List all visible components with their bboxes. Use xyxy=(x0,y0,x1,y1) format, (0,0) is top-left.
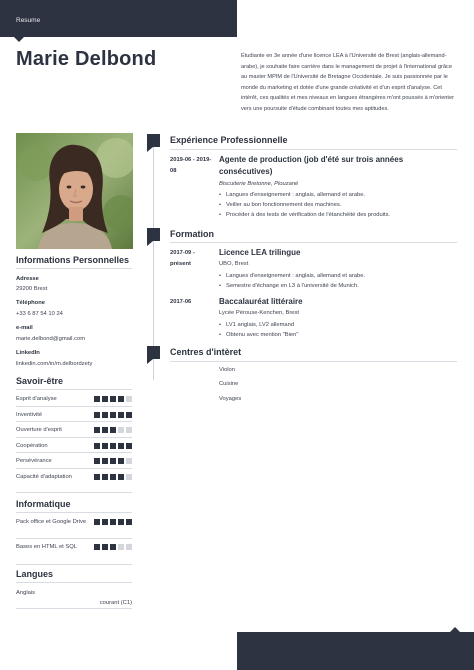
phone-label: Téléphone xyxy=(16,300,45,306)
soft-skill-name: Coopération xyxy=(16,442,48,449)
it-skill-level xyxy=(94,519,132,525)
experience-title: Agente de production (job d'été sur trois années consécutives) xyxy=(219,155,404,176)
interests-heading: Centres d'intèret xyxy=(170,347,242,357)
level-dot-filled xyxy=(94,443,100,449)
it-skill-divider xyxy=(16,538,132,539)
level-dot-filled xyxy=(118,412,124,418)
level-dot-filled xyxy=(102,544,108,550)
level-dot-filled xyxy=(110,412,116,418)
level-dot-empty xyxy=(126,427,132,433)
soft-skill-divider xyxy=(16,492,132,493)
soft-skill-name: Persévérance xyxy=(16,458,52,464)
level-dot-filled xyxy=(110,544,116,550)
level-dot-filled xyxy=(126,443,132,449)
it-skill-name: Bases en HTML et SQL xyxy=(16,544,78,550)
experience-date: 2019-06 - 2019-08 xyxy=(170,157,212,174)
personal-info-heading: Informations Personnelles xyxy=(16,255,130,265)
soft-skill-level xyxy=(94,474,132,480)
level-dot-empty xyxy=(118,427,124,433)
education-bullet: • Langues d'enseignement : anglais, allemand et arabe. xyxy=(219,271,365,281)
personal-info-divider xyxy=(16,268,132,269)
education-heading: Formation xyxy=(170,229,214,239)
experience-bullet: • Veiller au bon fonctionnement des machines. xyxy=(219,200,390,210)
level-dot-filled xyxy=(94,412,100,418)
level-dot-filled xyxy=(94,474,100,480)
level-dot-filled xyxy=(118,443,124,449)
level-dot-empty xyxy=(126,458,132,464)
education-bullets xyxy=(219,271,365,291)
level-dot-filled xyxy=(102,427,108,433)
address-label: Adresse xyxy=(16,276,39,282)
education-bullet: • Semestre d'échange en L3 à l'université de Munich. xyxy=(219,281,365,291)
level-dot-filled xyxy=(110,443,116,449)
level-dot-filled xyxy=(102,396,108,402)
level-dot-filled xyxy=(102,519,108,525)
soft-skill-level xyxy=(94,412,132,418)
interest-item: Voyages xyxy=(219,396,242,402)
footer-notch xyxy=(450,627,460,632)
level-dot-filled xyxy=(102,412,108,418)
soft-skill-divider xyxy=(16,421,132,422)
level-dot-filled xyxy=(94,544,100,550)
header-notch xyxy=(14,37,24,42)
level-dot-filled xyxy=(126,412,132,418)
education-bullet: • LV1 anglais, LV2 allemand xyxy=(219,320,298,330)
experience-org: Biscuiterie Bretonne, Plouzané xyxy=(219,181,299,187)
languages-divider xyxy=(16,582,132,583)
it-skill-divider xyxy=(16,564,132,565)
soft-skill-level xyxy=(94,443,132,449)
education-date: 2017-09 - présent xyxy=(170,250,195,267)
level-dot-filled xyxy=(94,519,100,525)
soft-skill-level xyxy=(94,427,132,433)
address-value: 29200 Brest xyxy=(16,286,48,292)
education-section-icon xyxy=(147,228,160,241)
level-dot-empty xyxy=(126,544,132,550)
education-title: Licence LEA trilingue xyxy=(219,248,301,257)
soft-skill-level xyxy=(94,396,132,402)
level-dot-filled xyxy=(110,458,116,464)
header-label: Resume xyxy=(16,17,41,24)
linkedin-label: LinkedIn xyxy=(16,350,40,356)
soft-skill-name: Capacité d'adaptation xyxy=(16,473,72,480)
education-org: Lycée Pérouse-Kenchen, Brest xyxy=(219,310,300,316)
level-dot-filled xyxy=(110,474,116,480)
level-dot-filled xyxy=(118,396,124,402)
level-dot-empty xyxy=(118,544,124,550)
education-bullets xyxy=(219,320,298,340)
interest-item: Cuisine xyxy=(219,381,239,387)
soft-skill-level xyxy=(94,458,132,464)
level-dot-empty xyxy=(126,396,132,402)
experience-bullet: • Procéder à des tests de vérification de l'étanchéité des produits. xyxy=(219,210,390,220)
interests-icon-notch xyxy=(147,359,153,364)
language-name: Anglais xyxy=(16,590,36,596)
level-dot-filled xyxy=(94,427,100,433)
soft-skill-divider xyxy=(16,406,132,407)
it-skill-name: Pack office et Google Drive xyxy=(16,519,87,525)
level-dot-empty xyxy=(126,474,132,480)
experience-icon-notch xyxy=(147,147,153,152)
level-dot-filled xyxy=(102,474,108,480)
candidate-name: Marie Delbond xyxy=(16,48,157,70)
experience-heading: Expérience Professionnelle xyxy=(170,135,288,145)
experience-divider xyxy=(170,149,457,150)
email-value: marie.delbond@gmail.com xyxy=(16,336,86,342)
education-icon-notch xyxy=(147,241,153,246)
level-dot-filled xyxy=(94,396,100,402)
level-dot-filled xyxy=(102,458,108,464)
linkedin-value: linkedin.com/in/m.delbordzety xyxy=(16,361,93,367)
footer-bar xyxy=(237,632,474,670)
soft-skill-divider xyxy=(16,437,132,438)
profile-photo xyxy=(16,133,133,249)
education-date: 2017-06 xyxy=(170,299,192,305)
interests-divider xyxy=(170,361,457,362)
level-dot-filled xyxy=(110,427,116,433)
it-skill-level xyxy=(94,544,132,550)
soft-skill-divider xyxy=(16,452,132,453)
phone-value: +33 6 87 54 10 24 xyxy=(16,311,63,317)
email-label: e-mail xyxy=(16,325,33,331)
education-title: Baccalauréat littéraire xyxy=(219,297,303,306)
experience-bullets xyxy=(219,190,390,221)
level-dot-filled xyxy=(110,396,116,402)
it-skills-heading: Informatique xyxy=(16,499,71,509)
soft-skills-divider xyxy=(16,389,132,390)
education-bullet: • Obtenu avec mention "Bien" xyxy=(219,330,298,340)
it-skills-divider xyxy=(16,512,132,513)
level-dot-filled xyxy=(118,458,124,464)
experience-bullet: • Langues d'enseignement : anglais, allemand et arabe. xyxy=(219,190,390,200)
level-dot-filled xyxy=(118,519,124,525)
profile-summary: Étudiante en 3e année d'une licence LEA à l'Université de Brest (anglais-allemand-arabe), je souhaite faire carrière dans le management de projet à l'international grâce au master MPIM de l'Université de Bretagne Occidentale. Je suis passionnée par le monde du marketing et dotée d'une grande créativité et d'un esprit d'analyse. Cet intérêt, ces qualités et mes niveaux en langues étrangères m'ont poussés à m'orienter vers une poursuite d'étude combinant toutes mes aptitudes. xyxy=(241,53,454,112)
level-dot-filled xyxy=(110,519,116,525)
education-divider xyxy=(170,242,457,243)
level-dot-filled xyxy=(118,474,124,480)
level-dot-filled xyxy=(126,519,132,525)
soft-skill-name: Esprit d'analyse xyxy=(16,396,57,402)
experience-section-icon xyxy=(147,134,160,147)
interests-section-icon xyxy=(147,346,160,359)
soft-skill-divider xyxy=(16,468,132,469)
interest-item: Violon xyxy=(219,367,236,373)
soft-skill-name: Inventivité xyxy=(16,411,43,418)
soft-skills-heading: Savoir-être xyxy=(16,376,64,386)
level-dot-filled xyxy=(94,458,100,464)
languages-heading: Langues xyxy=(16,569,54,579)
language-divider xyxy=(16,608,132,609)
level-dot-filled xyxy=(102,443,108,449)
education-org: UBO, Brest xyxy=(219,261,249,267)
language-level: courant (C1) xyxy=(99,600,132,606)
header-bar xyxy=(0,0,237,37)
soft-skill-name: Ouverture d'esprit xyxy=(16,427,62,433)
